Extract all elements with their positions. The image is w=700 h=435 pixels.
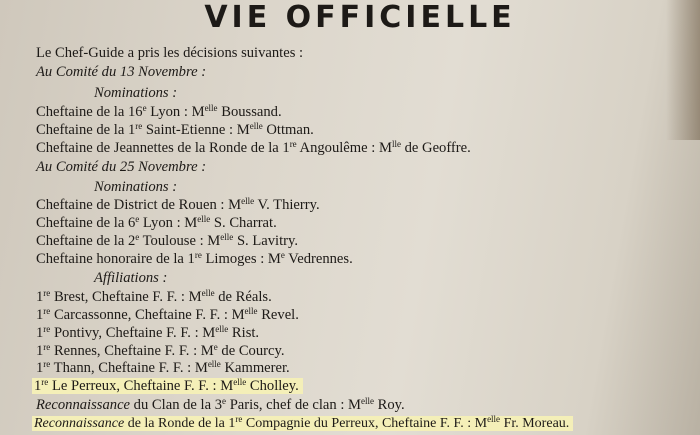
nominations-heading: Nominations : [94, 85, 178, 101]
committee-heading-13-nov: Au Comité du 13 Novembre : [36, 64, 207, 80]
nomination-line: Cheftaine honoraire de la 1re Limoges : Me Vedrennes. [36, 250, 353, 267]
nomination-line: Cheftaine de la 6e Lyon : $M^{elle}$ S. Charrat. [36, 214, 277, 231]
committee-heading-25-nov: Au Comité du 25 Novembre : [36, 159, 207, 175]
intro-text: Le Chef-Guide a pris les décisions suivantes : [36, 45, 304, 61]
affiliation-line: 1re Rennes, Cheftaine F. F. : Me de Courcy. [36, 342, 285, 359]
nomination-line: Cheftaine de District de Rouen : $M^{elle}$ V. Thierry. [36, 196, 320, 213]
recognition-line-highlighted: Reconnaissance de la Ronde de la 1re Compagnie du Perreux, Cheftaine F. F. : $M^{elle}$ Fr. Moreau. [32, 414, 573, 433]
affiliations-heading: Affiliations : [94, 270, 168, 286]
affiliation-line: 1re Brest, Cheftaine F. F. : $M^{elle}$ de Réals. [36, 288, 272, 305]
nomination-line: Cheftaine de la 16e Lyon : $M^{elle}$ Boussand. [36, 103, 282, 120]
nomination-line: Cheftaine de la 1re Saint-Etienne : $M^{elle}$ Ottman. [36, 121, 314, 138]
recognition-line: Reconnaissance du Clan de la 3e Paris, chef de clan : $M^{elle}$ Roy. [36, 396, 405, 413]
nomination-line: Cheftaine de Jeannettes de la Ronde de la 1re Angoulême : $M^{lle}$ de Geoffre. [36, 139, 471, 156]
affiliation-line: 1re Thann, Cheftaine F. F. : $M^{elle}$ Kammerer. [36, 359, 290, 376]
affiliation-line: 1re Pontivy, Cheftaine F. F. : $M^{elle}$ Rist. [36, 324, 260, 341]
nomination-line: Cheftaine de la 2e Toulouse : $M^{elle}$ S. Lavitry. [36, 232, 299, 249]
page-title: VIE OFFICIELLE [204, 0, 516, 35]
nominations-heading: Nominations : [94, 179, 178, 195]
affiliation-line: 1re Carcassonne, Cheftaine F. F. : $M^{elle}$ Revel. [36, 306, 299, 323]
affiliation-line-highlighted: 1re Le Perreux, Cheftaine F. F. : $M^{elle}$ Cholley. [32, 377, 303, 396]
